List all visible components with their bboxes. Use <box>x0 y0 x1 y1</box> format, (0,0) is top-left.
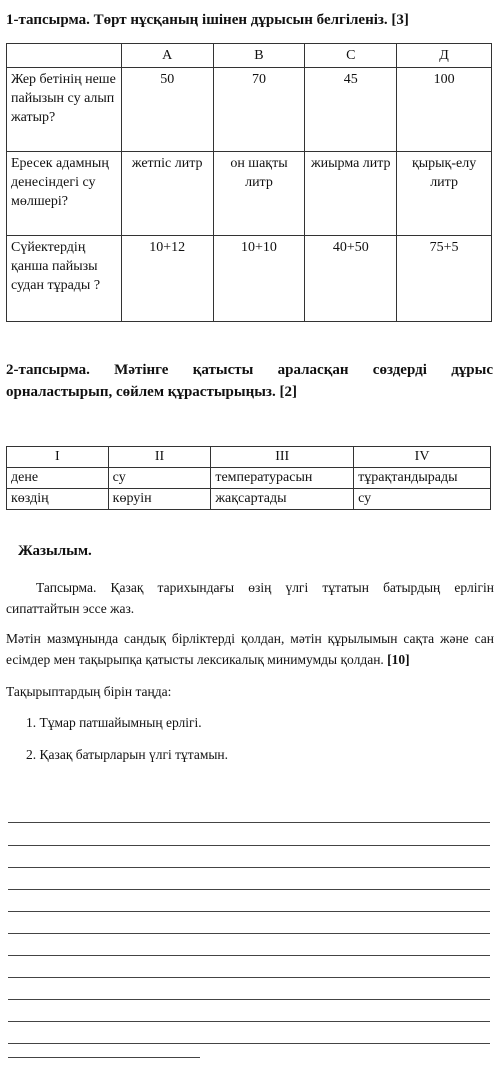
option-cell: жиырма литр <box>305 152 397 236</box>
option-cell: қырық-елу литр <box>397 152 492 236</box>
word-cell: дене <box>7 468 109 489</box>
header-cell-d: Д <box>397 44 492 68</box>
option-cell: 75+5 <box>397 236 492 322</box>
answer-line-short[interactable] <box>8 1057 200 1058</box>
table-row <box>7 236 492 322</box>
answer-line[interactable] <box>8 867 490 868</box>
word-cell: жақсартады <box>211 489 354 510</box>
table-row <box>7 152 492 236</box>
header-cell: IV <box>354 447 491 468</box>
header-cell: III <box>211 447 354 468</box>
option-cell: 70 <box>213 68 305 152</box>
header-cell-c: С <box>305 44 397 68</box>
word-cell: температурасын <box>211 468 354 489</box>
task2-title: 2-тапсырма. Мәтінге қатысты араласқан сөздерді дұрыс орналастырып, сөйлем құрастырыңыз. [2] <box>6 362 493 400</box>
option-cell: 45 <box>305 68 397 152</box>
option-cell: жетпіс литр <box>121 152 213 236</box>
table-row <box>7 468 491 489</box>
header-cell <box>7 44 122 68</box>
answer-line[interactable] <box>8 955 490 956</box>
topic-item-2: 2. Қазақ батырларын үлгі тұтамын. <box>26 747 229 762</box>
word-cell: көздің <box>7 489 109 510</box>
question-cell: Жер бетінің неше пайызын су алып жатыр? <box>7 68 122 152</box>
choose-topic-text: Тақырыптардың бірін таңда: <box>6 684 172 699</box>
option-cell: 50 <box>121 68 213 152</box>
task1-header-row <box>7 44 492 68</box>
word-cell: көруін <box>108 489 211 510</box>
answer-line[interactable] <box>8 1043 490 1044</box>
writing-instructions <box>6 628 494 670</box>
header-cell-a: А <box>121 44 213 68</box>
option-cell: он шақты литр <box>213 152 305 236</box>
word-cell: су <box>354 489 491 510</box>
word-cell: тұрақтандырады <box>354 468 491 489</box>
header-cell: I <box>7 447 109 468</box>
answer-line[interactable] <box>8 999 490 1000</box>
question-cell: Ересек адамның денесіндегі су мөлшері? <box>7 152 122 236</box>
header-cell: II <box>108 447 211 468</box>
answer-line[interactable] <box>8 845 490 846</box>
answer-line[interactable] <box>8 889 490 890</box>
option-cell: 10+12 <box>121 236 213 322</box>
task2-table <box>6 446 491 510</box>
option-cell: 100 <box>397 68 492 152</box>
task1-title: 1-тапсырма. Төрт нұсқаның ішінен дұрысын белгіленіз. [3] <box>6 12 409 28</box>
word-cell: су <box>108 468 211 489</box>
answer-line[interactable] <box>8 1021 490 1022</box>
writing-heading: Жазылым. <box>18 543 92 559</box>
header-cell-b: В <box>213 44 305 68</box>
answer-line[interactable] <box>8 911 490 912</box>
score-badge: [10] <box>387 652 410 667</box>
writing-task: Тапсырма. Қазақ тарихындағы өзің үлгі тұтатын батырдың ерлігін сипаттайтын эссе жаз. <box>6 580 494 616</box>
answer-line[interactable] <box>8 977 490 978</box>
table-row <box>7 68 492 152</box>
topic-item-1: 1. Тұмар патшайымның ерлігі. <box>26 715 202 730</box>
question-cell: Сүйектердің қанша пайызы судан тұрады ? <box>7 236 122 322</box>
option-cell: 10+10 <box>213 236 305 322</box>
task2-header-row <box>7 447 491 468</box>
task1-table <box>6 43 492 322</box>
answer-line[interactable] <box>8 933 490 934</box>
answer-line[interactable] <box>8 822 490 823</box>
table-row <box>7 489 491 510</box>
instructions-text: Мәтін мазмұнында сандық бірліктерді қолдан, мәтін құрылымын сақта және сан есімдер мен тақырыпқа қатысты лексикалық минимумды қолдан. <box>6 631 494 667</box>
option-cell: 40+50 <box>305 236 397 322</box>
